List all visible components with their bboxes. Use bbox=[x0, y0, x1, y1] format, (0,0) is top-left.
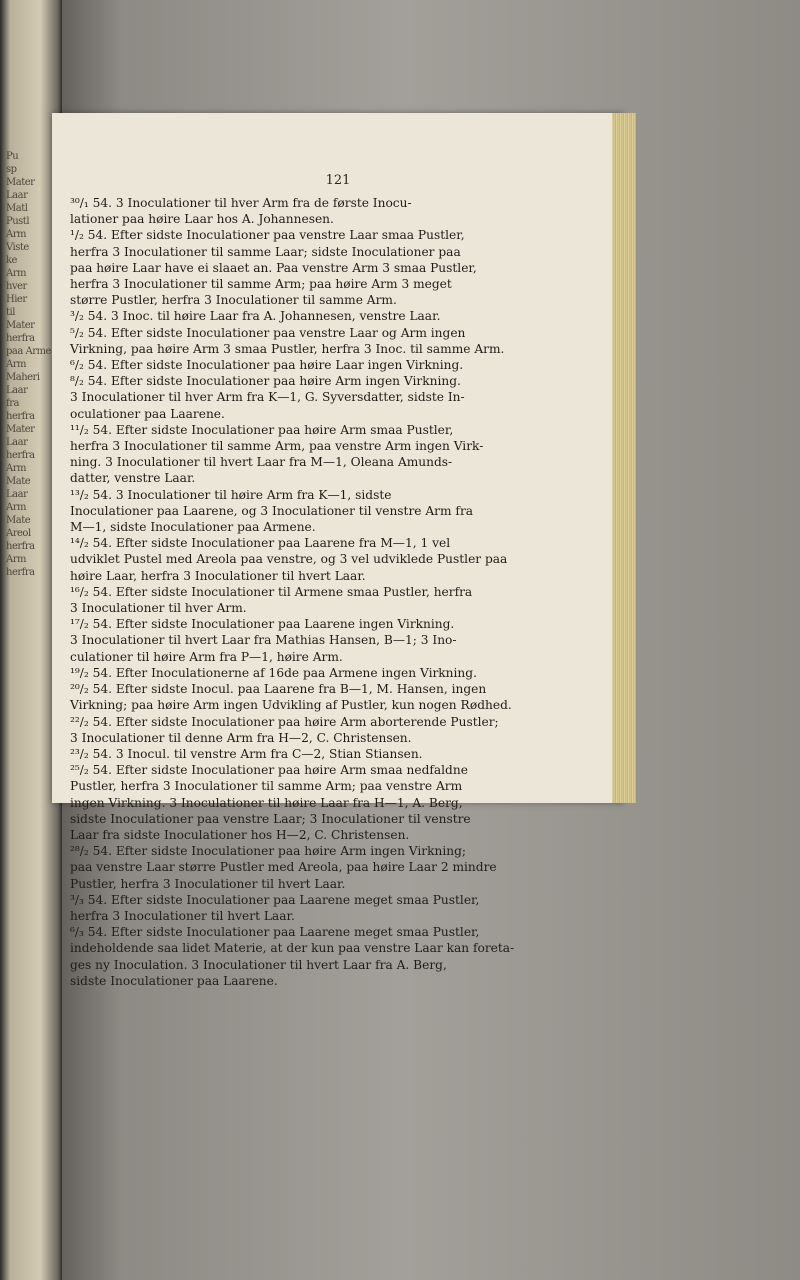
text-line: ning. 3 Inoculationer til hvert Laar fra M—1, Oleana Amunds- bbox=[70, 455, 453, 470]
bleed-fragment: Arm bbox=[6, 229, 26, 240]
text-line: ²²/₂ 54. Efter sidste Inoculationer paa høire Arm aborterende Pustler; bbox=[70, 714, 499, 729]
text-line: 3 Inoculationer til denne Arm fra H—2, C. Christensen. bbox=[70, 730, 412, 745]
text-line: ¹⁶/₂ 54. Efter sidste Inoculationer til Armene smaa Pustler, herfra bbox=[70, 584, 473, 599]
text-line: herfra 3 Inoculationer til samme Arm, paa venstre Arm ingen Virk- bbox=[70, 439, 484, 454]
bleed-fragment: Arm bbox=[6, 463, 26, 474]
text-line: 3 Inoculationer til hver Arm fra K—1, G. Syversdatter, sidste In- bbox=[70, 390, 465, 405]
bleed-fragment: ke bbox=[6, 255, 17, 266]
bleed-fragment: Mater bbox=[6, 320, 35, 331]
text-line: Virkning; paa høire Arm ingen Udvikling af Pustler, kun nogen Rødhed. bbox=[70, 698, 512, 713]
text-line: herfra 3 Inoculationer til samme Laar; sidste Inoculationer paa bbox=[70, 244, 461, 259]
bleed-fragment: Pustl bbox=[6, 216, 30, 227]
bleed-fragment: Arm bbox=[6, 502, 26, 513]
bleed-fragment: herfra bbox=[6, 450, 35, 461]
text-line: herfra 3 Inoculationer til hvert Laar. bbox=[70, 908, 295, 923]
page-body bbox=[70, 195, 608, 989]
page-edge bbox=[612, 113, 636, 803]
text-line: 3 Inoculationer til hvert Laar fra Mathias Hansen, B—1; 3 Ino- bbox=[70, 633, 457, 648]
bleed-fragment: Laar bbox=[6, 489, 28, 500]
bleed-fragment: hver bbox=[6, 281, 27, 292]
bleed-fragment: fra bbox=[6, 398, 19, 409]
bleed-fragment: Mater bbox=[6, 424, 35, 435]
bleed-fragment: herfra bbox=[6, 567, 35, 578]
bleed-fragment: Mater bbox=[6, 177, 35, 188]
text-line: sidste Inoculationer paa Laarene. bbox=[70, 973, 278, 988]
bleed-fragment: Arm bbox=[6, 554, 26, 565]
text-line: ²⁵/₂ 54. Efter sidste Inoculationer paa høire Arm smaa nedfaldne bbox=[70, 763, 468, 778]
text-line: ²⁸/₂ 54. Efter sidste Inoculationer paa høire Arm ingen Virkning; bbox=[70, 844, 466, 859]
text-line: Laar fra sidste Inoculationer hos H—2, C. Christensen. bbox=[70, 827, 410, 842]
text-line: ⁵/₂ 54. Efter sidste Inoculationer paa venstre Laar og Arm ingen bbox=[70, 325, 466, 340]
bleed-fragment: Pu bbox=[6, 151, 19, 162]
text-line: ³/₃ 54. Efter sidste Inoculationer paa Laarene meget smaa Pustler, bbox=[70, 892, 480, 907]
bleed-fragment: Maheri bbox=[6, 372, 40, 383]
text-line: culationer til høire Arm fra P—1, høire Arm. bbox=[70, 649, 343, 664]
text-line: indeholdende saa lidet Materie, at der kun paa venstre Laar kan foreta- bbox=[70, 941, 515, 956]
text-line: ³⁰/₁ 54. 3 Inoculationer til hver Arm fra de første Inocu- bbox=[70, 196, 412, 210]
text-line: ²³/₂ 54. 3 Inocul. til venstre Arm fra C—2, Stian Stiansen. bbox=[70, 746, 423, 761]
bleed-fragment: Laar bbox=[6, 385, 28, 396]
text-line: ¹¹/₂ 54. Efter sidste Inoculationer paa høire Arm smaa Pustler, bbox=[70, 422, 454, 437]
text-line: ⁶/₂ 54. Efter sidste Inoculationer paa høire Laar ingen Virkning. bbox=[70, 358, 464, 373]
text-line: ¹⁹/₂ 54. Efter Inoculationerne af 16de paa Armene ingen Virkning. bbox=[70, 665, 477, 680]
text-line: Pustler, herfra 3 Inoculationer til samme Arm; paa venstre Arm bbox=[70, 779, 463, 794]
bleed-fragment: Laar bbox=[6, 437, 28, 448]
bleed-fragment: Mate bbox=[6, 515, 31, 526]
bleed-fragment: herfra bbox=[6, 541, 35, 552]
bleed-fragment: herfra bbox=[6, 333, 35, 344]
text-line: 3 Inoculationer til hver Arm. bbox=[70, 601, 247, 616]
text-line: sidste Inoculationer paa venstre Laar; 3 Inoculationer til venstre bbox=[70, 811, 471, 826]
text-line: lationer paa høire Laar hos A. Johannesen. bbox=[70, 212, 334, 227]
text-line: paa venstre Laar større Pustler med Areola, paa høire Laar 2 mindre bbox=[70, 860, 497, 875]
bleed-fragment: Mate bbox=[6, 476, 31, 487]
bleed-fragment: Hier bbox=[6, 294, 27, 305]
bleed-fragment: herfra bbox=[6, 411, 35, 422]
text-line: M—1, sidste Inoculationer paa Armene. bbox=[70, 520, 316, 535]
text-line: ¹⁴/₂ 54. Efter sidste Inoculationer paa Laarene fra M—1, 1 vel bbox=[70, 536, 451, 551]
bleed-fragment: Viste bbox=[6, 242, 29, 253]
text-line: ⁶/₃ 54. Efter sidste Inoculationer paa Laarene meget smaa Pustler, bbox=[70, 925, 480, 940]
bleed-fragment: sp bbox=[6, 164, 17, 175]
bleed-fragment: Laar bbox=[6, 190, 28, 201]
text-line: ¹/₂ 54. Efter sidste Inoculationer paa venstre Laar smaa Pustler, bbox=[70, 228, 465, 243]
text-line: større Pustler, herfra 3 Inoculationer til samme Arm. bbox=[70, 293, 397, 308]
text-line: ¹³/₂ 54. 3 Inoculationer til høire Arm fra K—1, sidste bbox=[70, 487, 392, 502]
text-line: ges ny Inoculation. 3 Inoculationer til hvert Laar fra A. Berg, bbox=[70, 957, 447, 972]
adjacent-page-text bbox=[6, 150, 52, 620]
text-line: udviklet Pustel med Areola paa venstre, og 3 vel udviklede Pustler paa bbox=[70, 552, 508, 567]
book-page bbox=[52, 113, 624, 988]
text-line: Inoculationer paa Laarene, og 3 Inoculationer til venstre Arm fra bbox=[70, 503, 474, 518]
text-line: oculationer paa Laarene. bbox=[70, 406, 225, 421]
page-number: 121 bbox=[325, 173, 351, 188]
text-line: paa høire Laar have ei slaaet an. Paa venstre Arm 3 smaa Pustler, bbox=[70, 260, 477, 275]
text-line: ²⁰/₂ 54. Efter sidste Inocul. paa Laarene fra B—1, M. Hansen, ingen bbox=[70, 682, 487, 697]
text-line: datter, venstre Laar. bbox=[70, 471, 196, 486]
text-line: ingen Virkning. 3 Inoculationer til høire Laar fra H—1, A. Berg, bbox=[70, 795, 463, 810]
bleed-fragment: Arm bbox=[6, 268, 26, 279]
bleed-fragment: paa Arme bbox=[6, 346, 51, 357]
text-line: Virkning, paa høire Arm 3 smaa Pustler, herfra 3 Inoc. til samme Arm. bbox=[70, 341, 505, 356]
text-line: ⁸/₂ 54. Efter sidste Inoculationer paa høire Arm ingen Virkning. bbox=[70, 374, 461, 389]
text-line: Pustler, herfra 3 Inoculationer til hvert Laar. bbox=[70, 876, 346, 891]
bleed-fragment: Arm bbox=[6, 359, 26, 370]
text-line: herfra 3 Inoculationer til samme Arm; paa høire Arm 3 meget bbox=[70, 277, 452, 292]
bleed-fragment: Matl bbox=[6, 203, 28, 214]
bleed-fragment: Areol bbox=[6, 528, 31, 539]
text-line: ¹⁷/₂ 54. Efter sidste Inoculationer paa Laarene ingen Virkning. bbox=[70, 617, 455, 632]
bleed-fragment: til bbox=[6, 307, 15, 318]
text-line: høire Laar, herfra 3 Inoculationer til hvert Laar. bbox=[70, 568, 366, 583]
text-line: ³/₂ 54. 3 Inoc. til høire Laar fra A. Johannesen, venstre Laar. bbox=[70, 309, 441, 324]
